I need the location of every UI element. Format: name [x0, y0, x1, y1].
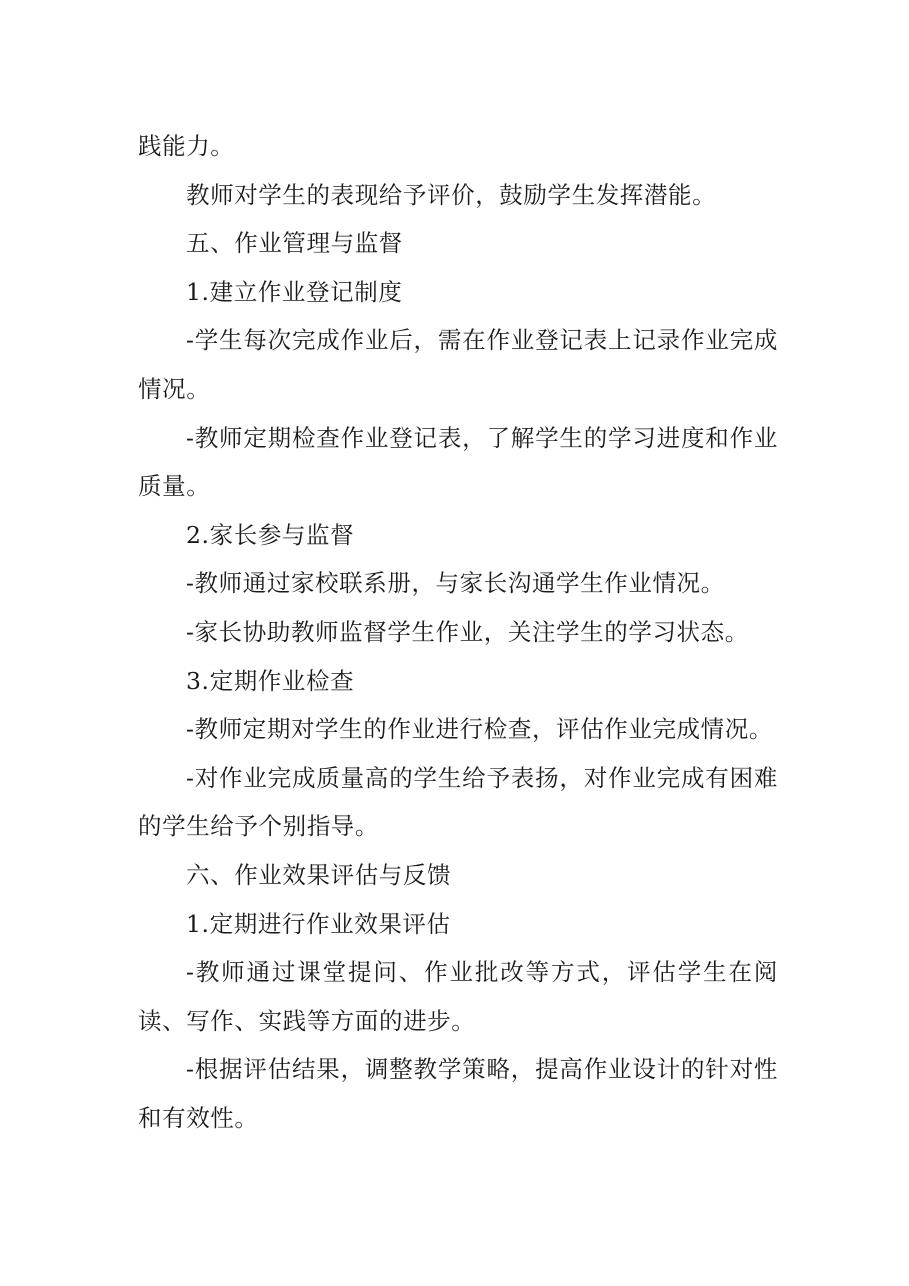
- list-item: -教师通过课堂提问、作业批改等方式，评估学生在阅读、写作、实践等方面的进步。: [138, 958, 778, 1035]
- paragraph-2: 教师对学生的表现给予评价，鼓励学生发挥潜能。: [186, 180, 717, 209]
- list-item: -教师定期检查作业登记表，了解学生的学习进度和作业质量。: [138, 423, 778, 501]
- document-body: [138, 122, 778, 1142]
- section-heading-5: 五、作业管理与监督: [186, 229, 403, 258]
- list-item: -家长协助教师监督学生作业，关注学生的学习状态。: [186, 617, 749, 646]
- list-item: -根据评估结果，调整教学策略，提高作业设计的针对性和有效性。: [138, 1055, 778, 1132]
- list-item: -学生每次完成作业后，需在作业登记表上记录作业完成情况。: [138, 326, 778, 403]
- list-item: -对作业完成质量高的学生给予表扬，对作业完成有困难的学生给予个别指导。: [138, 763, 778, 841]
- subheading-5-1: 1.建立作业登记制度: [186, 277, 403, 306]
- list-item: -教师通过家校联系册，与家长沟通学生作业情况。: [186, 569, 725, 598]
- section-heading-6: 六、作业效果评估与反馈: [186, 860, 452, 889]
- subheading-6-1: 1.定期进行作业效果评估: [186, 909, 451, 938]
- subheading-5-3: 3.定期作业检查: [186, 666, 355, 695]
- paragraph-1: 践能力。: [138, 132, 235, 160]
- list-item: -教师定期对学生的作业进行检查，评估作业完成情况。: [186, 715, 773, 744]
- subheading-5-2: 2.家长参与监督: [186, 520, 355, 549]
